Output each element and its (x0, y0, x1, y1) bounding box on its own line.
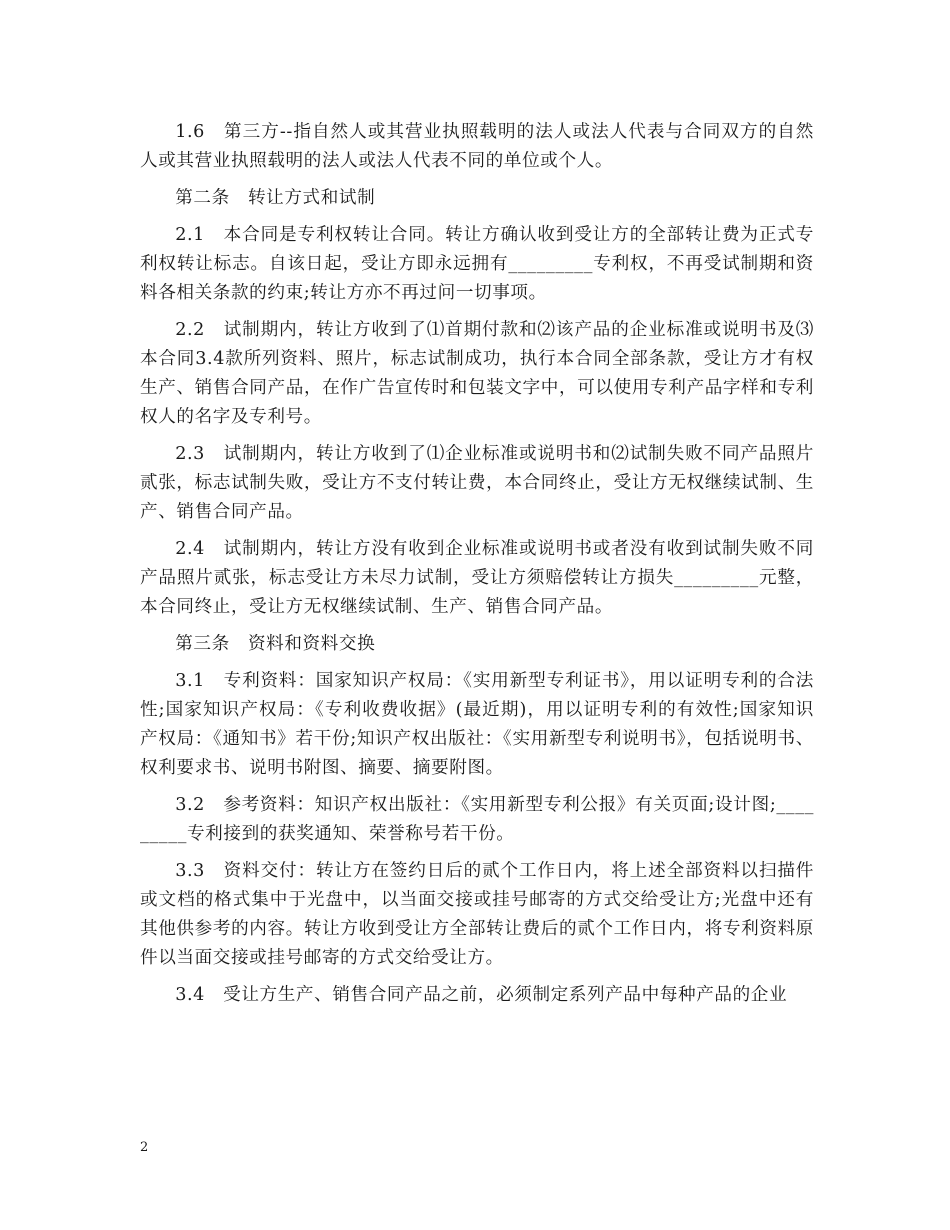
page-number: 2 (140, 1140, 149, 1155)
paragraph-2-1: 2.1 本合同是专利权转让合同。转让方确认收到受让方的全部转让费为正式专利权转让标志。自该日起，受让方即永远拥有_________专利权，不再受试制期和资料各相关条款的约束;转让方亦不再过问一切事项。 (140, 225, 814, 303)
heading-article-2: 第二条 转让方式和试制 (175, 188, 376, 208)
heading-article-3: 第三条 资料和资料交换 (175, 634, 376, 654)
paragraph-3-3: 3.3 资料交付：转让方在签约日后的贰个工作日内，将上述全部资料以扫描件或文档的格式集中于光盘中，以当面交接或挂号邮寄的方式交给受让方;光盘中还有其他供参考的内容。转让方收到受让方全部转让费后的贰个工作日内，将专利资料原件以当面交接或挂号邮寄的方式交给受让方。 (140, 861, 814, 968)
paragraph-2-3: 2.3 试制期内，转让方收到了⑴企业标准或说明书和⑵试制失败不同产品照片贰张，标志试制失败，受让方不支付转让费，本合同终止，受让方无权继续试制、生产、销售合同产品。 (140, 444, 814, 522)
paragraph-1-6: 1.6 第三方--指自然人或其营业执照载明的法人或法人代表与合同双方的自然人或其营业执照载明的法人或法人代表不同的单位或个人。 (140, 122, 814, 171)
document-body (140, 118, 814, 1018)
paragraph-3-1: 3.1 专利资料：国家知识产权局：《实用新型专利证书》，用以证明专利的合法性;国家知识产权局：《专利收费收据》(最近期)，用以证明专利的有效性;国家知识产权局：《通知书》若干份;知识产权出版社：《实用新型专利说明书》，包括说明书、权利要求书、说明书附图、摘要、摘要附图。 (140, 671, 814, 778)
paragraph-2-2: 2.2 试制期内，转让方收到了⑴首期付款和⑵该产品的企业标准或说明书及⑶本合同3.4款所列资料、照片，标志试制成功，执行本合同全部条款，受让方才有权生产、销售合同产品，在作广告宣传时和包装文字中，可以使用专利产品字样和专利权人的名字及专利号。 (140, 320, 814, 427)
paragraph-2-4: 2.4 试制期内，转让方没有收到企业标准或说明书或者没有收到试制失败不同产品照片贰张，标志受让方未尽力试制，受让方须赔偿转让方损失_________元整，本合同终止，受让方无权继续试制、生产、销售合同产品。 (140, 539, 814, 617)
paragraph-3-2: 3.2 参考资料：知识产权出版社：《实用新型专利公报》有关页面;设计图;_________专利接到的获奖通知、荣誉称号若干份。 (140, 795, 814, 844)
paragraph-3-4: 3.4 受让方生产、销售合同产品之前，必须制定系列产品中每种产品的企业 (175, 985, 788, 1005)
